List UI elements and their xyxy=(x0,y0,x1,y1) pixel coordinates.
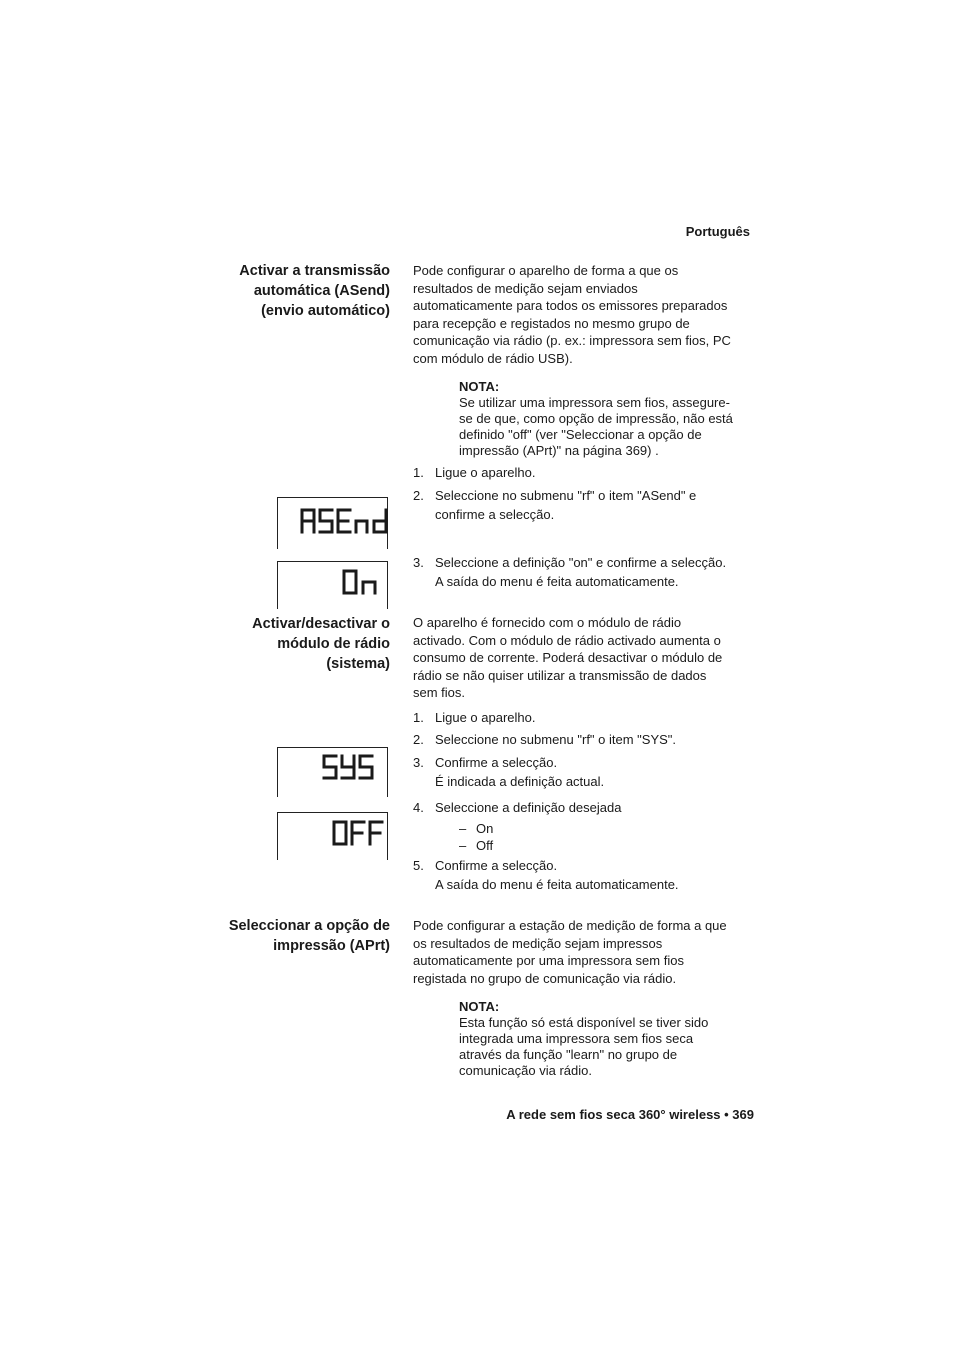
option-item: – On xyxy=(459,821,494,836)
language-label: Português xyxy=(685,224,750,239)
note-print-option: NOTA: Esta função só está disponível se tiver sido integrada uma impressora sem fios seca através da função "learn" no grupo de comunicação via rádio. xyxy=(459,999,709,1078)
note-asend: NOTA: Se utilizar uma impressora sem fios, assegure- se de que, como opção de impressão, não está definido "off" (ver "Seleccionar a opção de impressão (APrt)" na página 369) . xyxy=(459,379,733,458)
lcd-display-on xyxy=(277,561,388,609)
step-item: 3. Confirme a selecção. É indicada a definição actual. xyxy=(413,755,605,789)
step-item: 2. Seleccione no submenu "rf" o item "SYS". xyxy=(413,732,677,747)
section-intro-asend: Pode configurar o aparelho de forma a que os resultados de medição sejam enviados automaticamente para todos os emissores preparados para recepção e registados no mesmo grupo de comunicação via rádio (p. ex.: impressora sem fios, PC com módulo de rádio USB). xyxy=(413,263,731,366)
section-intro-print-option: Pode configurar a estação de medição de forma a que os resultados de medição sejam impressos automaticamente por uma impressora sem fios registada no grupo de comunicação via rádio. xyxy=(413,918,727,986)
step-item: 3. Seleccione a definição "on" e confirme a selecção. A saída do menu é feita automaticamente. xyxy=(413,555,727,589)
lcd-display-asend xyxy=(277,497,388,549)
step-item: 1. Ligue o aparelho. xyxy=(413,710,536,725)
step-item: 2. Seleccione no submenu "rf" o item "ASend" e confirme a selecção. xyxy=(413,488,697,522)
section-intro-radio-module: O aparelho é fornecido com o módulo de rádio activado. Com o módulo de rádio activado aumenta o consumo de corrente. Poderá desactivar o módulo de rádio se não quiser utilizar a transmissão de dados sem fios. xyxy=(413,615,723,701)
section-heading-print-option: Seleccionar a opção de impressão (APrt) xyxy=(228,918,390,954)
step-item: 4. Seleccione a definição desejada xyxy=(413,800,622,815)
option-item: – Off xyxy=(459,838,494,853)
lcd-display-off xyxy=(277,812,388,860)
lcd-display-sys xyxy=(277,747,388,797)
step-item: 1. Ligue o aparelho. xyxy=(413,465,536,480)
section-heading-radio-module: Activar/desactivar o módulo de rádio (sistema) xyxy=(252,616,390,672)
step-item: 5. Confirme a selecção. A saída do menu é feita automaticamente. xyxy=(413,858,679,892)
section-heading-asend: Activar a transmissão automática (ASend) (envio automático) xyxy=(239,263,390,319)
page-footer: A rede sem fios seca 360° wireless • 369 xyxy=(506,1107,754,1122)
